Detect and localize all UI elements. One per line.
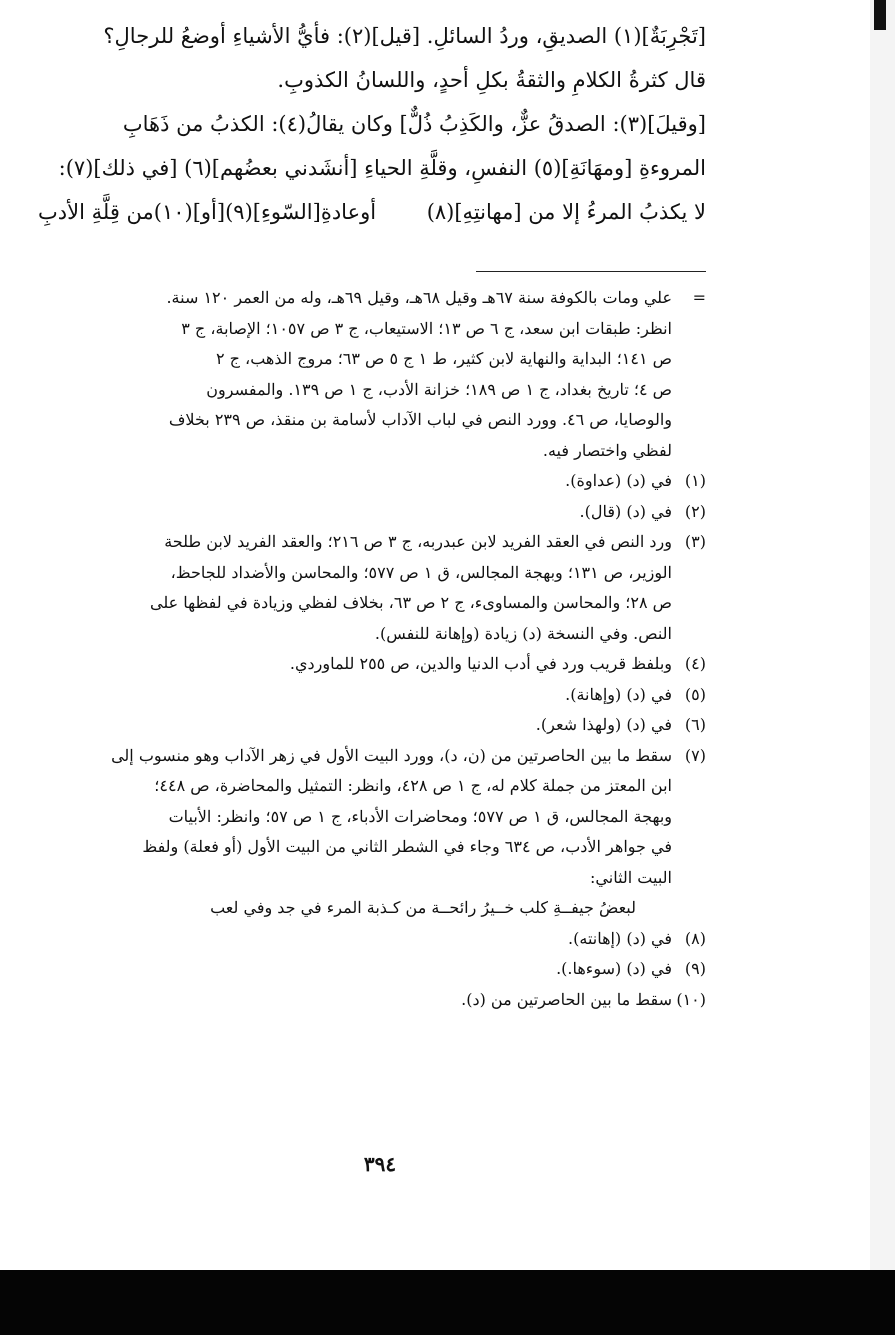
footnote-marker: (٤) [684,654,706,673]
footnote-line: ص ٤؛ تاريخ بغداد، ج ١ ص ١٨٩؛ خزانة الأدب، ج ١ ص ١٣٩. والمفسرون [206,379,672,399]
footnote-marker: (١٠) [676,989,706,1009]
footnote-marker: (١) [684,471,706,490]
main-text [38,14,706,234]
footnote-5 [38,680,706,711]
footnote-line: النص. وفي النسخة (د) زيادة (وإهانة للنفس). [374,623,672,643]
footnote-line: علي ومات بالكوفة سنة ٦٧هـ وقيل ٦٨هـ، وقيل ٦٩هـ، وله من العمر ١٢٠ سنة. [166,288,672,307]
footnote-text: سقط ما بين الحاصرتين من (د). [461,989,672,1009]
footnote-separator [476,271,706,272]
footnote-text: في (د) (عداوة). [565,471,672,490]
footnote-line: وبهجة المجالس، ق ١ ص ٥٧٧؛ ومحاضرات الأدباء، ج ١ ص ٥٧؛ وانظر: الأبيات [168,806,672,826]
footnote-6 [38,710,706,741]
footnote-text: في (د) (قال). [579,501,672,521]
footnote-marker: (٢) [684,501,706,521]
main-line: [تَجْرِبَةٌ](١) الصديقِ، وردُ السائلِ. [قيل](٢): فأيُّ الأشياءِ أوضعُ للرجالِ؟ [103,24,706,48]
page-number: ٣٩٤ [363,1152,397,1176]
main-line: [وقيلَ](٣): الصدقُ عزٌّ، والكَذِبُ ذُلٌّ] وكان يقالُ(٤): الكذبُ من ذَهَابِ [122,112,706,136]
footnote-marker: (٨) [684,928,706,948]
footnote-line: ورد النص في العقد الفريد لابن عبدربه، ج ٣ ص ٢١٦؛ والعقد الفريد لابن طلحة [164,532,672,551]
footnote-line: ص ١٤١؛ البداية والنهاية لابن كثير، ط ١ ج ٥ ص ٦٣؛ مروج الذهب، ج ٢ [215,349,672,368]
footnote-10 [38,985,706,1016]
verse-hemistich-second: من كـذبة المرء في جد وفي لعب [210,898,427,917]
footnote-text: في (د) (إهانته). [568,928,672,948]
footnote-line: ص ٢٨؛ والمحاسن والمساوىء، ج ٢ ص ٦٣، بخلاف لفظي وزيادة في لفظها على [150,593,672,612]
footnote-text [38,283,672,466]
footnote-9 [38,954,706,985]
scan-mark [874,0,886,30]
footnote-line: البيت الثاني: [590,867,672,887]
footnote-1 [38,466,706,497]
footnote-text: وبلفظ قريب ورد في أدب الدنيا والدين، ص ٢٥٥ للماوردي. [289,654,672,673]
footnote-4 [38,649,706,680]
footnote-2 [38,497,706,528]
footnotes [38,283,706,1015]
footnote-marker: (٣) [684,532,706,551]
poem-verse [38,190,706,234]
footnote-8 [38,924,706,955]
footnote-line: لفظي واختصار فيه. [542,440,672,460]
footnote-line: سقط ما بين الحاصرتين من (ن، د)، وورد البيت الأول في زهر الآداب وهو منسوب إلى [111,745,672,765]
footnote-text: في (د) (وإهانة). [565,684,672,704]
main-line: قال كثرةُ الكلامِ والثقةُ بكلِ أحدٍ، واللسانُ الكذوبِ. [277,68,706,92]
footnote-line: انظر: طبقات ابن سعد، ج ٦ ص ١٣؛ الاستيعاب، ج ٣ ص ١٠٥٧؛ الإصابة، ج ٣ [181,318,672,338]
footnote-text: في (د) (سوءها.). [556,959,672,978]
footnote-line: في جواهر الأدب، ص ٦٣٤ وجاء في الشطر الثاني من البيت الأول (أو فعلة) ولفظ [142,837,672,856]
main-line: المروءةِ [ومهَانَةِ](٥) النفسِ، وقلَّةِ الحياءِ [أنشَدني بعضُهم](٦) [في ذلك](٧): [58,156,706,180]
scan-edge [870,0,895,1270]
footnote-text [38,527,672,649]
footnote-line: الوزير، ص ١٣١؛ وبهجة المجالس، ق ١ ص ٥٧٧؛ والمحاسن والأضداد للجاحظ، [170,562,672,582]
footnote-marker: (٥) [684,684,706,704]
footnote-line: ابن المعتز من جملة كلام له، ج ١ ص ٤٢٨، وانظر: التمثيل والمحاضرة، ص ٤٤٨؛ [154,776,672,795]
footnote-text: في (د) (ولهذا شعر). [535,715,672,734]
footnote-marker: (٧) [684,745,706,765]
verse-hemistich-second: أوعادةِ[السّوءِ](٩)[أو](١٠)من قِلَّةِ الأدبِ [38,200,377,224]
footnote-3 [38,527,706,649]
footnote-marker: = [692,288,706,307]
footnote-marker: (٦) [684,715,706,734]
footnote-line: والوصايا، ص ٤٦. وورد النص في لباب الآداب لأسامة بن منقذ، ص ٢٣٩ بخلاف [168,410,672,429]
footnote-marker: (٩) [684,959,706,978]
footnote-verse [38,893,672,924]
footnote-text [38,741,672,924]
verse-hemistich-first: لبعضُ جيفــةِ كلب خــيرُ رائحــة [431,898,636,917]
footnote-continuation [38,283,706,466]
footnote-7 [38,741,706,924]
verse-hemistich-first: لا يكذبُ المرءُ إلا من [مهانتِهِ](٨) [426,200,706,224]
scan-bottom-band [0,1270,895,1335]
